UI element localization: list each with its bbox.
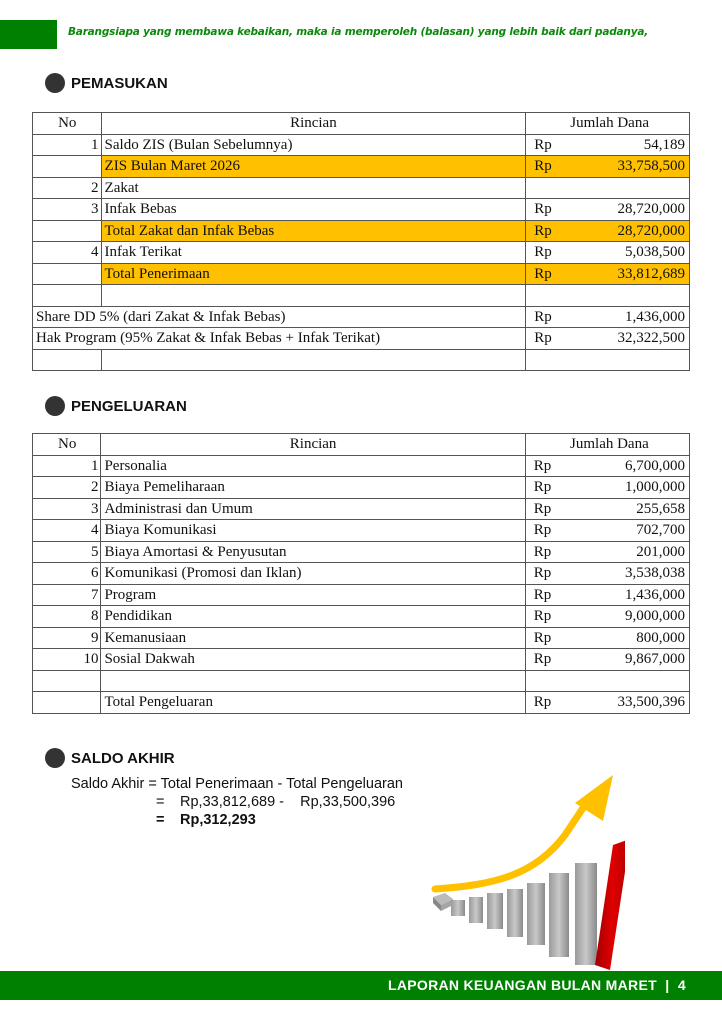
- row-amount: [526, 263, 690, 285]
- row-no: 10: [33, 649, 101, 671]
- row-amount: [526, 242, 690, 264]
- row-amount: [526, 285, 690, 307]
- section-title-saldo-akhir: [45, 748, 175, 768]
- table-row: [33, 627, 690, 649]
- total-row: [33, 692, 690, 714]
- currency: Rp: [533, 479, 552, 496]
- share-row: [33, 306, 690, 328]
- table-header-row: [33, 113, 690, 135]
- amount: 28,720,000: [617, 201, 685, 218]
- currency: Rp: [533, 586, 552, 603]
- row-amount: [526, 177, 690, 199]
- header-quote: Barangsiapa yang membawa kebaikan, maka ia memperoleh (balasan) yang lebih baik dari padanya,: [68, 26, 649, 38]
- row-no: 6: [33, 563, 101, 585]
- amount: 1,436,000: [625, 308, 685, 325]
- currency: Rp: [533, 629, 552, 646]
- share-amount: [526, 306, 690, 328]
- currency: Rp: [533, 694, 552, 711]
- saldo-result: Rp,312,293: [180, 812, 256, 828]
- row-no: [33, 156, 102, 178]
- table-row-highlight: [33, 263, 690, 285]
- currency: Rp: [534, 158, 552, 175]
- row-no: 7: [33, 584, 101, 606]
- row-rincian: Pendidikan: [101, 606, 525, 628]
- pengeluaran-table: [32, 433, 690, 714]
- saldo-calc: Rp,33,812,689 - Rp,33,500,396: [180, 794, 396, 810]
- amount: 33,500,396: [617, 694, 685, 711]
- row-no: 2: [33, 177, 102, 199]
- row-no: [33, 285, 102, 307]
- row-no: [33, 220, 102, 242]
- row-no: 4: [33, 520, 101, 542]
- row-amount: [525, 584, 689, 606]
- amount: 5,038,500: [625, 244, 685, 261]
- bullet-icon: [45, 73, 65, 93]
- table-row-empty: [33, 285, 690, 307]
- share-label: Share DD 5% (dari Zakat & Infak Bebas): [33, 306, 526, 328]
- row-amount: [525, 455, 689, 477]
- growth-chart-icon: [425, 765, 625, 975]
- table-row: [33, 606, 690, 628]
- row-no: [33, 263, 102, 285]
- row-no: 1: [33, 134, 102, 156]
- table-row: [33, 498, 690, 520]
- currency: Rp: [534, 136, 552, 153]
- row-no: 5: [33, 541, 101, 563]
- footer-bar: [0, 971, 722, 1000]
- currency: Rp: [533, 565, 552, 582]
- row-no: 8: [33, 606, 101, 628]
- amount: 33,758,500: [617, 158, 685, 175]
- header-rincian: Rincian: [101, 434, 525, 456]
- share-label: Hak Program (95% Zakat & Infak Bebas + Infak Terikat): [33, 328, 526, 350]
- row-amount: [525, 541, 689, 563]
- row-no: 3: [33, 498, 101, 520]
- row-rincian: [101, 285, 526, 307]
- bullet-icon: [45, 396, 65, 416]
- table-row: [33, 477, 690, 499]
- row-rincian: ZIS Bulan Maret 2026: [101, 156, 526, 178]
- table-row: [33, 584, 690, 606]
- row-amount: [526, 199, 690, 221]
- row-rincian: Personalia: [101, 455, 525, 477]
- section-title-pengeluaran: [45, 396, 187, 416]
- row-amount: [525, 606, 689, 628]
- row-rincian: Total Zakat dan Infak Bebas: [101, 220, 526, 242]
- row-no: 3: [33, 199, 102, 221]
- currency: Rp: [534, 222, 552, 239]
- row-no: 9: [33, 627, 101, 649]
- currency: Rp: [533, 651, 552, 668]
- header-jumlah: Jumlah Dana: [526, 113, 690, 135]
- currency: Rp: [533, 500, 552, 517]
- table-header-row: [33, 434, 690, 456]
- table-row-highlight: [33, 220, 690, 242]
- row-amount: [525, 520, 689, 542]
- amount: 3,538,038: [625, 565, 685, 582]
- header-rincian: Rincian: [101, 113, 526, 135]
- amount: 702,700: [636, 522, 685, 539]
- row-rincian: [101, 670, 525, 692]
- row-amount: [525, 627, 689, 649]
- amount: 201,000: [636, 543, 685, 560]
- amount: 1,000,000: [625, 479, 685, 496]
- currency: Rp: [533, 543, 552, 560]
- row-amount: [525, 670, 689, 692]
- footer-label: LAPORAN KEUANGAN BULAN MARET | 4: [387, 977, 686, 993]
- currency: Rp: [533, 457, 552, 474]
- table-row: [33, 199, 690, 221]
- row-rincian: Total Pengeluaran: [101, 692, 525, 714]
- amount: 33,812,689: [617, 265, 685, 282]
- header-no: No: [33, 113, 102, 135]
- row-no: 1: [33, 455, 101, 477]
- share-row: [33, 328, 690, 350]
- row-rincian: Saldo ZIS (Bulan Sebelumnya): [101, 134, 526, 156]
- row-amount: [526, 156, 690, 178]
- amount: 32,322,500: [617, 330, 685, 347]
- currency: Rp: [533, 608, 552, 625]
- share-amount: [526, 328, 690, 350]
- currency: Rp: [534, 265, 552, 282]
- row-amount: [525, 498, 689, 520]
- table-row: [33, 455, 690, 477]
- section-title-text: SALDO AKHIR: [71, 749, 175, 767]
- section-title-pemasukan: [45, 73, 168, 93]
- currency: Rp: [534, 201, 552, 218]
- row-no: [33, 692, 101, 714]
- table-row: [33, 242, 690, 264]
- row-rincian: Administrasi dan Umum: [101, 498, 525, 520]
- row-no: [33, 349, 102, 371]
- bullet-icon: [45, 748, 65, 768]
- row-amount: [526, 220, 690, 242]
- row-rincian: Komunikasi (Promosi dan Iklan): [101, 563, 525, 585]
- header-accent-block: [0, 20, 57, 49]
- amount: 28,720,000: [617, 222, 685, 239]
- row-amount: [526, 349, 690, 371]
- table-row: [33, 520, 690, 542]
- table-row-empty: [33, 349, 690, 371]
- row-rincian: Biaya Komunikasi: [101, 520, 525, 542]
- saldo-result-line: [156, 812, 403, 828]
- table-row-empty: [33, 670, 690, 692]
- amount: 9,867,000: [625, 651, 685, 668]
- header-no: No: [33, 434, 101, 456]
- currency: Rp: [534, 308, 552, 325]
- row-amount: [525, 477, 689, 499]
- row-amount: [526, 134, 690, 156]
- table-row: [33, 541, 690, 563]
- row-rincian: Sosial Dakwah: [101, 649, 525, 671]
- currency: Rp: [534, 244, 552, 261]
- row-amount: [525, 692, 689, 714]
- row-no: 2: [33, 477, 101, 499]
- row-rincian: Biaya Amortasi & Penyusutan: [101, 541, 525, 563]
- table-row: [33, 177, 690, 199]
- row-amount: [525, 649, 689, 671]
- row-rincian: Infak Bebas: [101, 199, 526, 221]
- pemasukan-table: [32, 112, 690, 371]
- row-amount: [525, 563, 689, 585]
- table-row: [33, 649, 690, 671]
- table-row-highlight: [33, 156, 690, 178]
- row-rincian: Biaya Pemeliharaan: [101, 477, 525, 499]
- header-jumlah: Jumlah Dana: [525, 434, 689, 456]
- currency: Rp: [533, 522, 552, 539]
- row-rincian: Total Penerimaan: [101, 263, 526, 285]
- row-no: 4: [33, 242, 102, 264]
- table-row: [33, 563, 690, 585]
- amount: 800,000: [636, 629, 685, 646]
- equals-sign: =: [156, 794, 165, 810]
- amount: 255,658: [636, 500, 685, 517]
- table-row: [33, 134, 690, 156]
- saldo-formula: Saldo Akhir = Total Penerimaan - Total Pengeluaran: [71, 776, 403, 792]
- row-rincian: Infak Terikat: [101, 242, 526, 264]
- amount: 1,436,000: [625, 586, 685, 603]
- amount: 9,000,000: [625, 608, 685, 625]
- row-rincian: Zakat: [101, 177, 526, 199]
- section-title-text: PENGELUARAN: [71, 397, 187, 415]
- amount: 54,189: [643, 136, 685, 153]
- row-rincian: Program: [101, 584, 525, 606]
- row-rincian: [101, 349, 526, 371]
- saldo-akhir-block: [71, 776, 403, 828]
- row-rincian: Kemanusiaan: [101, 627, 525, 649]
- section-title-text: PEMASUKAN: [71, 74, 168, 92]
- saldo-calc-line: [156, 794, 403, 810]
- row-no: [33, 670, 101, 692]
- amount: 6,700,000: [625, 457, 685, 474]
- currency: Rp: [534, 330, 552, 347]
- equals-sign: =: [156, 812, 165, 828]
